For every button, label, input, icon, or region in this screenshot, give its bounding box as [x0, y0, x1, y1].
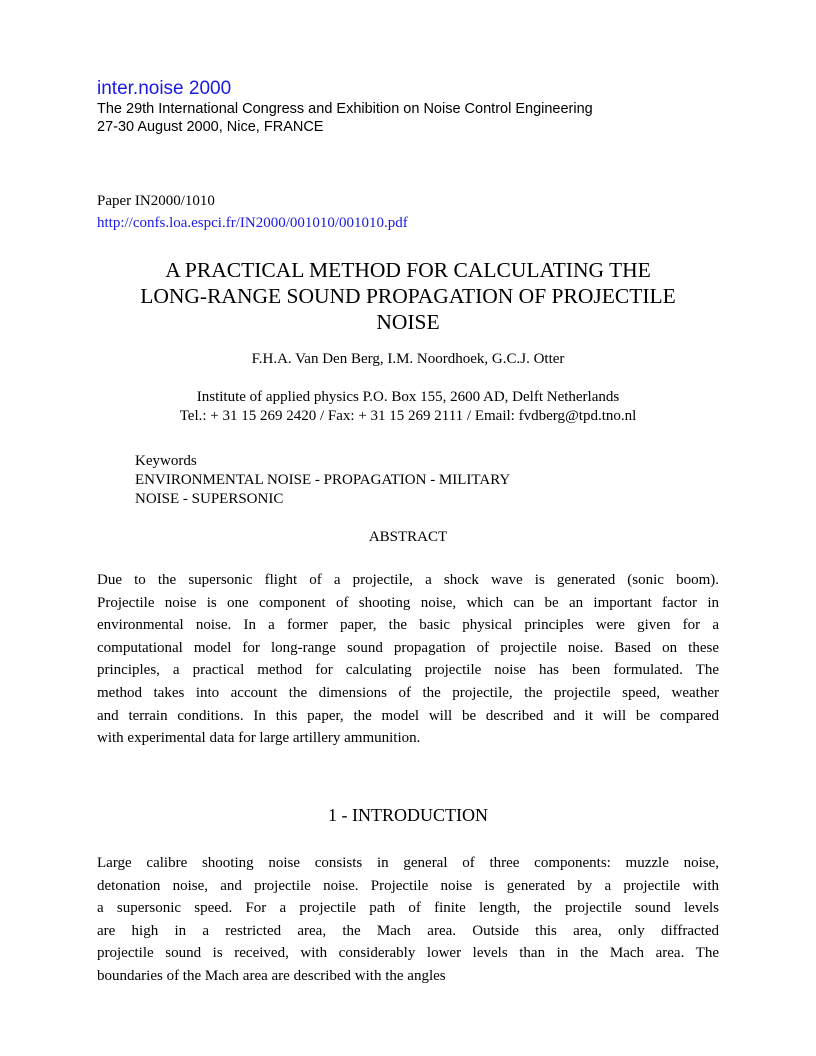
abstract-line: and terrain conditions. In this paper, the model will be described and it will be compared: [97, 707, 719, 724]
abstract-heading: ABSTRACT: [368, 529, 448, 545]
conference-full-name: The 29th International Congress and Exhibition on Noise Control Engineering: [97, 101, 593, 117]
contact-line: Tel.: + 31 15 269 2420 / Fax: + 31 15 269 2111 / Email: fvdberg@tpd.tno.nl: [179, 408, 637, 424]
abstract-line: environmental noise. In a former paper, the basic physical principles were given for a: [97, 617, 719, 634]
abstract-line: computational model for long-range sound propagation of projectile noise. Based on these: [97, 639, 719, 656]
paper-url-link[interactable]: http://confs.loa.espci.fr/IN2000/001010/001010.pdf: [97, 215, 408, 231]
introduction-line: detonation noise, and projectile noise. Projectile noise is generated by a projectile with: [97, 877, 719, 894]
introduction-line: Large calibre shooting noise consists in general of three components: muzzle noise,: [97, 855, 719, 871]
affiliation: [97, 388, 719, 426]
paper-id: Paper IN2000/1010: [97, 193, 215, 209]
paper-title: [97, 257, 719, 335]
keywords-line: NOISE - SUPERSONIC: [135, 491, 284, 507]
keywords-label: Keywords: [135, 453, 197, 469]
abstract-line: Projectile noise is one component of shooting noise, which can be an important factor in: [97, 594, 719, 611]
introduction-body: [97, 852, 719, 988]
authors: F.H.A. Van Den Berg, I.M. Noordhoek, G.C.J. Otter: [251, 351, 565, 367]
abstract-line: principles, a practical method for calculating projectile noise has been formulated. The: [97, 662, 719, 679]
introduction-line: boundaries of the Mach area are described with the angles: [97, 967, 446, 984]
abstract-line: Due to the supersonic flight of a projectile, a shock wave is generated (sonic boom).: [97, 572, 719, 588]
introduction-line: a supersonic speed. For a projectile path of finite length, the projectile sound levels: [97, 900, 719, 917]
abstract-line: method takes into account the dimensions of the projectile, the projectile speed, weather: [97, 684, 719, 701]
introduction-heading: 1 - INTRODUCTION: [328, 805, 488, 825]
introduction-line: projectile sound is received, with considerably lower levels than in the Mach area. The: [97, 945, 719, 962]
abstract-line: with experimental data for large artillery ammunition.: [97, 730, 421, 747]
keywords-block: [135, 452, 510, 509]
keywords-line: ENVIRONMENTAL NOISE - PROPAGATION - MILITARY: [135, 472, 511, 488]
affiliation-line: Institute of applied physics P.O. Box 155, 2600 AD, Delft Netherlands: [196, 389, 620, 405]
conference-name: inter.noise 2000: [97, 78, 232, 99]
title-line: NOISE: [376, 310, 440, 334]
introduction-line: are high in a restricted area, the Mach area. Outside this area, only diffracted: [97, 922, 719, 939]
conference-dates-location: 27-30 August 2000, Nice, FRANCE: [97, 119, 324, 135]
abstract-body: [97, 569, 719, 750]
title-line: A PRACTICAL METHOD FOR CALCULATING THE: [165, 258, 651, 282]
title-line: LONG-RANGE SOUND PROPAGATION OF PROJECTILE: [140, 284, 676, 308]
